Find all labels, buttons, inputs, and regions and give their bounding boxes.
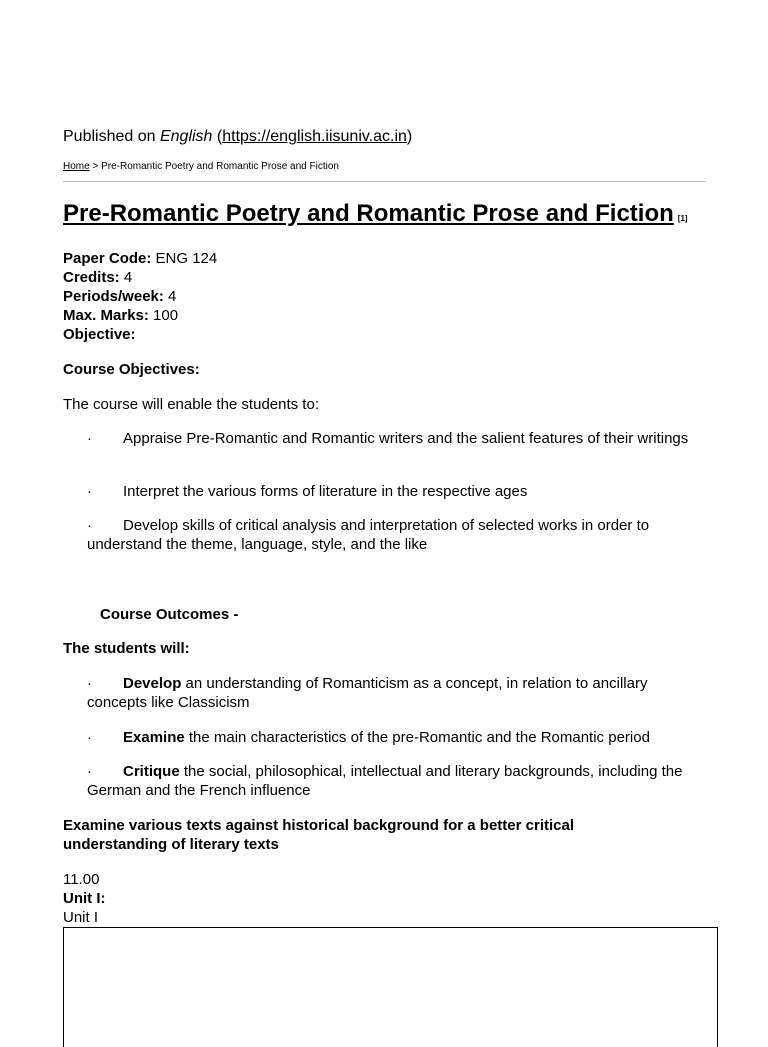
bullet-dot: ·	[87, 763, 92, 780]
max-marks-value: 100	[148, 307, 179, 324]
breadcrumb-home-link[interactable]: Home	[63, 161, 90, 172]
periods-label: Periods/week:	[63, 288, 164, 305]
bullet-dot: ·	[87, 675, 92, 692]
objective-label: Objective:	[63, 326, 136, 343]
page-title	[63, 199, 688, 234]
outcome-verb: Critique	[123, 763, 180, 780]
objective-item-text: Appraise Pre-Romantic and Romantic writers and the salient features of their writings	[123, 430, 689, 447]
outcome-verb: Develop	[123, 675, 182, 692]
unit-number: 11.00	[63, 871, 100, 888]
objective-item-text: Interpret the various forms of literature in the respective ages	[123, 483, 528, 500]
close-paren: )	[406, 128, 413, 145]
outcome-text: the main characteristics of the pre-Romantic and the Romantic period	[184, 729, 650, 746]
title-reference: [1]	[677, 214, 688, 223]
breadcrumb-separator: >	[89, 161, 102, 172]
site-url-link[interactable]: https://english.iisuniv.ac.in	[222, 128, 407, 145]
credits-label: Credits:	[63, 269, 120, 286]
outcomes-intro: The students will:	[63, 640, 190, 657]
bullet-dot: ·	[87, 430, 92, 447]
periods-value: 4	[163, 288, 177, 305]
site-name-link[interactable]: English	[159, 128, 213, 145]
credits-value: 4	[119, 269, 133, 286]
periods-row	[63, 287, 217, 306]
objective-row	[63, 325, 217, 344]
bullet-dot: ·	[87, 729, 92, 746]
outcome-item	[87, 762, 707, 800]
breadcrumb	[63, 160, 339, 174]
bullet-dot: ·	[87, 517, 92, 534]
course-outcomes-heading: Course Outcomes -	[100, 606, 239, 623]
objective-item	[87, 516, 707, 554]
objectives-intro: The course will enable the students to:	[63, 396, 319, 413]
unit-value: Unit I	[63, 909, 99, 926]
max-marks-row	[63, 306, 217, 325]
objective-item-text: Develop skills of critical analysis and interpretation of selected works in order to understand the theme, language, style, and the like	[87, 517, 650, 553]
unit-table-frame	[63, 927, 718, 1047]
bullet-dot: ·	[87, 483, 92, 500]
paper-code-value: ENG 124	[151, 250, 218, 267]
unit-label: Unit I:	[63, 890, 106, 907]
page-title-text[interactable]: Pre-Romantic Poetry and Romantic Prose and Fiction	[63, 200, 674, 227]
open-paren: (	[212, 128, 223, 145]
credits-row	[63, 268, 217, 287]
outcome-text: the social, philosophical, intellectual and literary backgrounds, including the German and the French influence	[87, 763, 683, 799]
course-objectives-heading: Course Objectives:	[63, 361, 200, 378]
published-line	[63, 127, 412, 147]
breadcrumb-current: Pre-Romantic Poetry and Romantic Prose and Fiction	[101, 161, 339, 172]
paper-code-label: Paper Code:	[63, 250, 152, 267]
outcome-text: an understanding of Romanticism as a concept, in relation to ancillary concepts like Classicism	[87, 675, 648, 711]
published-prefix: Published on	[63, 128, 160, 145]
outcome-item	[87, 728, 707, 747]
objective-item	[87, 482, 707, 501]
header-divider	[63, 181, 706, 182]
outcome-item	[87, 674, 707, 712]
objective-item	[87, 429, 707, 448]
course-meta	[63, 249, 217, 344]
max-marks-label: Max. Marks:	[63, 307, 149, 324]
outcomes-closing: Examine various texts against historical background for a better critical understanding of literary texts	[63, 817, 574, 853]
units-block	[63, 870, 106, 927]
paper-code-row	[63, 249, 217, 268]
outcome-verb: Examine	[123, 729, 185, 746]
